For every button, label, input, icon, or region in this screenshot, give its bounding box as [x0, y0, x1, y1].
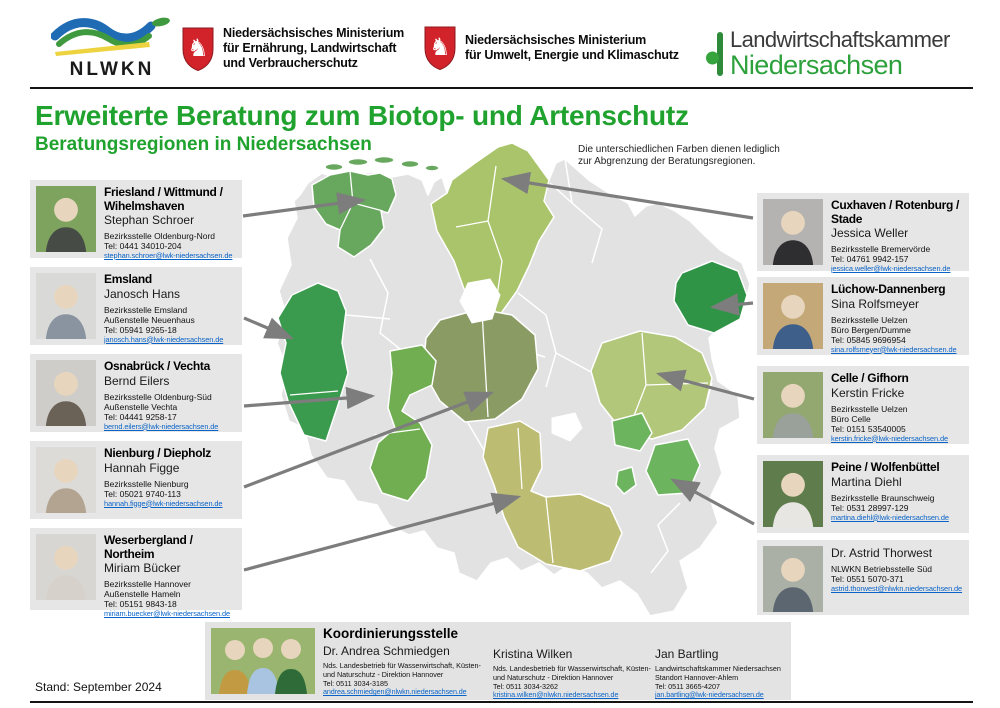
card-phone: Tel: 0151 53540005: [831, 423, 906, 434]
portrait-photo: [763, 461, 823, 527]
page-subtitle: Beratungsregionen in Niedersachsen: [35, 134, 372, 155]
card-region-title: Weserbergland / Northeim: [104, 533, 193, 561]
card-contact-name: Kerstin Fricke: [831, 385, 905, 400]
card-region-title: Lüchow-Dannenberg: [831, 282, 946, 296]
header-divider: [30, 87, 973, 89]
coordination-member: [323, 626, 487, 697]
portrait-photo: [763, 546, 823, 612]
card-contact-name: Miriam Bücker: [104, 561, 181, 575]
coordination-member: [655, 626, 787, 700]
contact-card-celle: [757, 366, 969, 444]
contact-card-friesland: [30, 180, 242, 258]
card-contact-name: Sina Rolfsmeyer: [831, 296, 920, 311]
lwk-logo: [706, 28, 950, 80]
card-office-2: Büro Bergen/Dumme: [831, 324, 911, 335]
portrait-photo: [763, 199, 823, 265]
card-email-link[interactable]: martina.diehl@lwk-niedersachsen.de: [831, 512, 949, 522]
card-phone: Tel: 0531 28997-129: [831, 502, 909, 513]
contact-card-weserbergland: [30, 528, 242, 618]
header: [0, 0, 1000, 88]
card-phone: Tel: 05845 9696954: [831, 334, 906, 345]
nlwkn-logo: [46, 16, 178, 81]
card-office: Bezirksstelle Oldenburg-Nord: [104, 231, 216, 241]
card-office-2: Außenstelle Vechta: [104, 401, 178, 412]
portrait-photo: [36, 447, 96, 513]
svg-text:♞: ♞: [429, 33, 451, 61]
card-email-link[interactable]: stephan.schroer@lwk-niedersachsen.de: [104, 251, 233, 260]
card-email-link[interactable]: jessica.weller@lwk-niedersachsen.de: [831, 264, 951, 273]
portrait-photo: [36, 186, 96, 252]
card-phone: Tel: 04441 9258-17: [104, 411, 177, 422]
coordination-org: Nds. Landesbetrieb für Wasserwirtschaft, Küsten-: [323, 661, 481, 670]
map-region-ostfriesische-inseln: [325, 157, 439, 172]
card-contact-name: Martina Diehl: [831, 474, 902, 489]
portrait-photo: [763, 283, 823, 349]
card-contact-name: Jessica Weller: [831, 226, 909, 240]
card-contact-name: Janosch Hans: [104, 286, 181, 301]
card-office: Bezirksstelle Bremervörde: [831, 244, 931, 254]
coordination-org-2: und Naturschutz - Direktion Hannover: [323, 669, 444, 679]
card-phone: Tel: 05021 9740-113: [104, 488, 181, 499]
nlwkn-wave-icon: [51, 16, 173, 56]
card-email-link[interactable]: hannah.figge@lwk-niedersachsen.de: [104, 498, 223, 508]
card-region-title: Cuxhaven / Rotenburg / Stade: [831, 198, 960, 226]
contact-card-emsland: [30, 267, 242, 345]
portrait-photo: [763, 372, 823, 438]
card-phone: Tel: 05941 9265-18: [104, 324, 177, 335]
card-region-title: Celle / Gifhorn: [831, 371, 909, 385]
coordination-email-link[interactable]: jan.bartling@lwk-niedersachsen.de: [655, 691, 764, 700]
contact-card-thorwest: [757, 540, 969, 615]
card-office: Bezirksstelle Emsland: [104, 304, 188, 315]
coordination-group-photo: [211, 628, 315, 694]
lwk-sprout-icon: [706, 28, 726, 80]
coordination-member-name: Dr. Andrea Schmiedgen: [323, 644, 450, 658]
coordination-phone: Tel: 0511 3034-3262: [493, 681, 559, 691]
coordination-email-link[interactable]: kristina.wilken@nlwkn.niedersachsen.de: [493, 691, 619, 700]
card-contact-name: Stephan Schroer: [104, 213, 195, 227]
card-contact-name: Hannah Figge: [104, 460, 180, 475]
card-email-link[interactable]: kerstin.fricke@lwk-niedersachsen.de: [831, 433, 948, 443]
portrait-photo: [36, 534, 96, 600]
contact-card-osnabrueck: [30, 354, 242, 432]
card-phone: Tel: 04761 9942-157: [831, 254, 909, 264]
card-phone: Tel: 0551 5070-371: [831, 574, 904, 584]
footer-divider: [30, 701, 973, 703]
coordination-member: [493, 626, 651, 700]
ministry-food-logo: [182, 26, 404, 71]
contact-card-cuxhaven: [757, 193, 969, 271]
card-email-link[interactable]: sina.rolfsmeyer@lwk-niedersachsen.de: [831, 344, 957, 354]
ministry-environment-logo: [424, 26, 679, 70]
card-email-link[interactable]: miriam.buecker@lwk-niedersachsen.de: [104, 609, 230, 618]
coordination-org: Landwirtschaftskammer Niedersachsen: [655, 664, 781, 673]
lower-saxony-shield-icon: [182, 27, 214, 71]
coordination-office-box: [205, 622, 791, 700]
portrait-photo: [36, 360, 96, 426]
coordination-member-name: Jan Bartling: [655, 647, 719, 661]
ministry-food-name: Niedersächsisches Ministerium für Ernährung, Landwirtschaft und Verbraucherschutz: [223, 26, 405, 70]
coordination-email-link[interactable]: andrea.schmiedgen@nlwkn.niedersachsen.de: [323, 688, 467, 697]
card-office: Bezirksstelle Hannover: [104, 579, 191, 589]
card-office-2: Außenstelle Hameln: [104, 589, 181, 599]
coordination-org-2: Standort Hannover-Ahlem: [655, 672, 739, 682]
coordination-phone: Tel: 0511 3665-4207: [655, 681, 721, 691]
card-region-title: Osnabrück / Vechta: [104, 359, 210, 373]
card-office: Bezirksstelle Uelzen: [831, 314, 908, 325]
nlwkn-wordmark: NLWKN: [69, 59, 155, 80]
card-contact-name: Dr. Astrid Thorwest: [831, 546, 933, 560]
card-office: Bezirksstelle Nienburg: [104, 478, 189, 489]
card-email-link[interactable]: bernd.eilers@lwk-niedersachsen.de: [104, 421, 219, 431]
niedersachsen-map: [250, 133, 755, 623]
coordination-org-2: und Naturschutz - Direktion Hannover: [493, 672, 614, 682]
card-office: Bezirksstelle Oldenburg-Süd: [104, 391, 212, 402]
card-region-title: Emsland: [104, 272, 152, 286]
card-office: NLWKN Betriebsstelle Süd: [831, 564, 932, 574]
coordination-phone: Tel: 0511 3034-3185: [323, 678, 389, 688]
card-phone: Tel: 05151 9843-18: [104, 599, 177, 609]
card-email-link[interactable]: janosch.hans@lwk-niedersachsen.de: [104, 334, 224, 344]
card-phone: Tel: 0441 34010-204: [104, 241, 182, 251]
card-office: Bezirksstelle Uelzen: [831, 403, 908, 414]
version-date: Stand: September 2024: [35, 680, 162, 694]
coordination-member-name: Kristina Wilken: [493, 647, 573, 661]
coordination-title: Koordinierungsstelle: [323, 626, 459, 641]
card-region-title: Nienburg / Diepholz: [104, 446, 211, 460]
contact-card-nienburg: [30, 441, 242, 519]
contact-card-luechow: [757, 277, 969, 355]
page-title: Erweiterte Beratung zum Biotop- und Artenschutz: [35, 100, 689, 131]
portrait-photo: [36, 273, 96, 339]
card-office-2: Büro Celle: [831, 413, 871, 424]
coordination-org: Nds. Landesbetrieb für Wasserwirtschaft, Küsten-: [493, 664, 651, 673]
card-office: Bezirksstelle Braunschweig: [831, 492, 935, 503]
card-email-link[interactable]: astrid.thorwest@nlwkn.niedersachsen.de: [831, 584, 963, 593]
map-color-note: Die unterschiedlichen Farben dienen lediglich zur Abgrenzung der Beratungsregionen.: [578, 144, 780, 167]
card-region-title: Peine / Wolfenbüttel: [831, 460, 940, 474]
card-office-2: Außenstelle Neuenhaus: [104, 314, 195, 325]
ministry-environment-name: Niedersächsisches Ministerium für Umwelt, Energie und Klimaschutz: [465, 33, 679, 62]
card-region-title: Friesland / Wittmund / Wihelmshaven: [104, 185, 223, 213]
card-contact-name: Bernd Eilers: [104, 373, 170, 388]
lwk-wordmark: Landwirtschaftskammer Niedersachsen: [730, 27, 950, 80]
contact-card-peine: [757, 455, 969, 533]
svg-text:♞: ♞: [187, 33, 209, 62]
lower-saxony-shield-icon: [424, 26, 456, 70]
